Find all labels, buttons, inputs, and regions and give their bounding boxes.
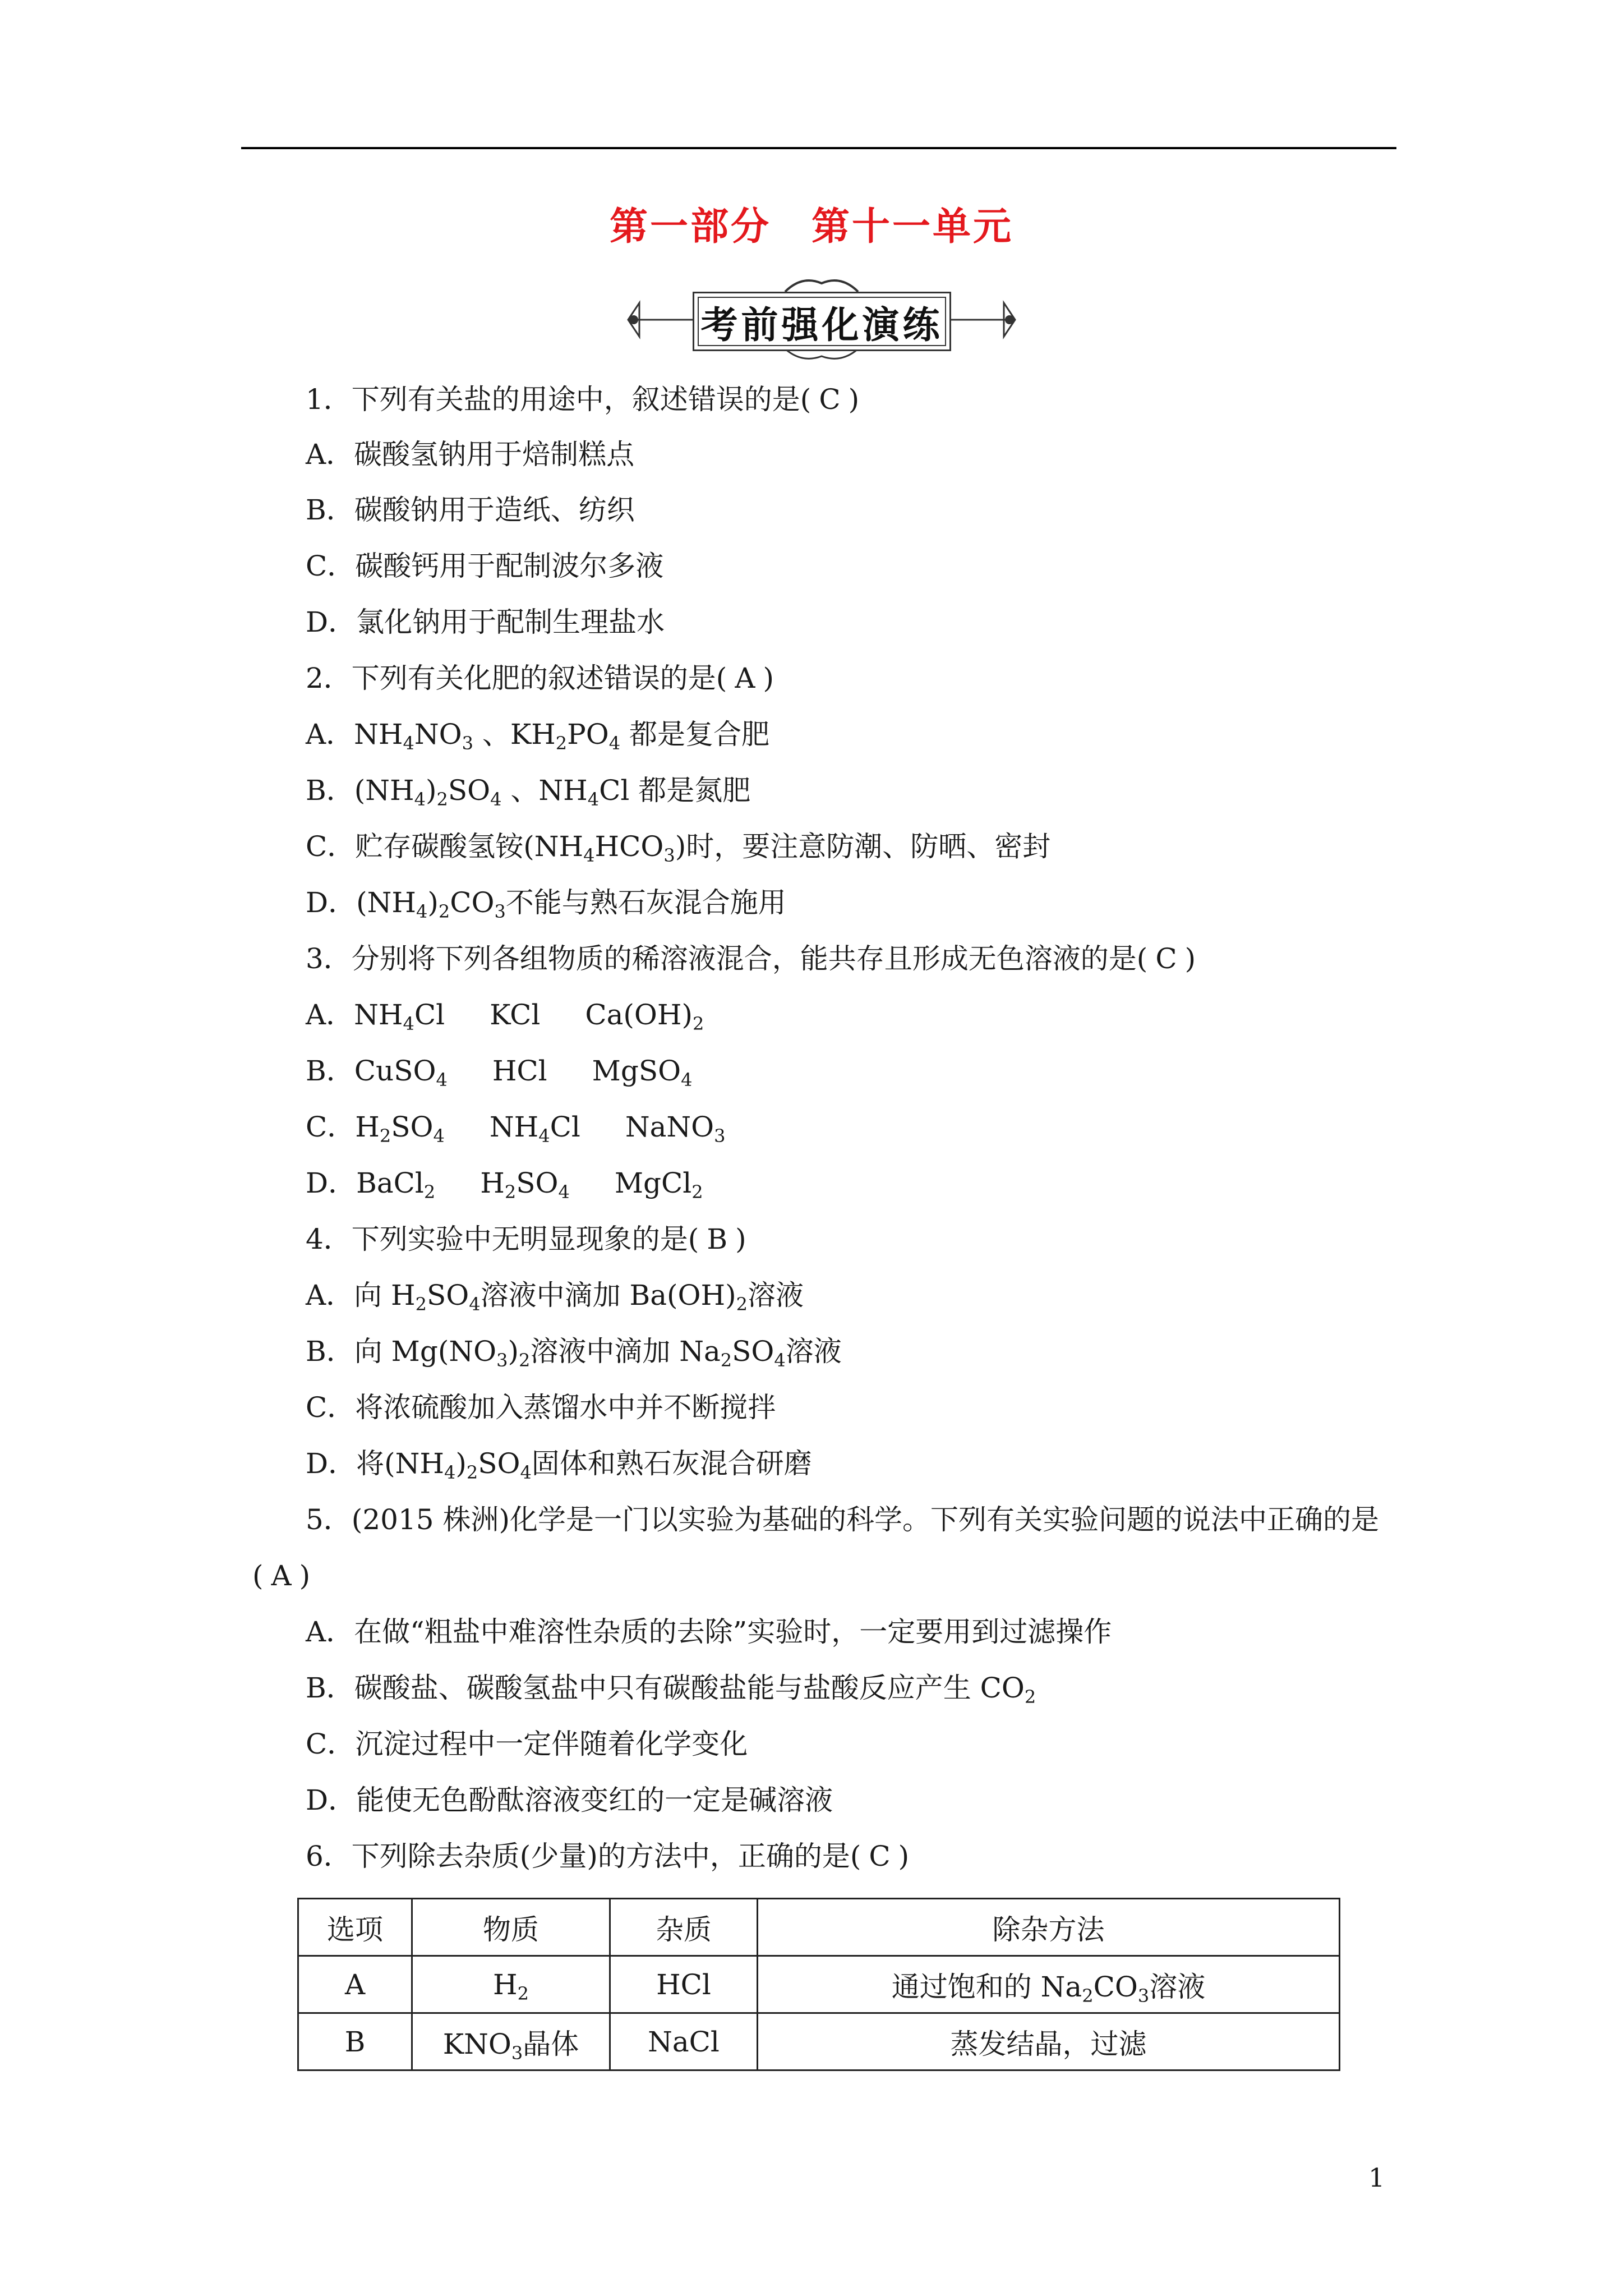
banner-title: 考前强化演练 — [693, 292, 951, 351]
question-5-answer-line: ( A ) — [252, 1558, 310, 1594]
table-header-row — [298, 1899, 1340, 1956]
question-6 — [306, 1838, 909, 1874]
question-3-stem: 3．分别将下列各组物质的稀溶液混合，能共存且形成无色溶液的是( — [306, 942, 1148, 975]
table-cell-method: 蒸发结晶，过滤 — [758, 2013, 1340, 2070]
question-4-option-a: A．向 $H_2SO_4$溶液中滴加 $Ba(OH)_2$溶液 — [306, 1279, 804, 1315]
table-cell-impurity: HCl — [610, 1956, 758, 2013]
section-banner — [617, 269, 1026, 367]
question-5-option-b: B．碳酸盐、碳酸氢盐中只有碳酸盐能与盐酸反应产生 $CO_2$ — [306, 1672, 1036, 1708]
question-1-option-c: C．碳酸钙用于配制波尔多液 — [306, 550, 664, 582]
question-1-answer: C — [819, 383, 841, 416]
question-3 — [306, 941, 1196, 977]
page-title: 第一部分 第十一单元 — [609, 204, 1013, 249]
question-3-answer: C — [1155, 942, 1177, 975]
question-2-answer: A — [735, 662, 755, 694]
question-3-option-a: A．$NH_4Cl$ KCl $Ca(OH)_2$ — [306, 999, 704, 1034]
question-2-option-d: D．$(NH_4)_2CO_3$不能与熟石灰混合施用 — [306, 886, 786, 922]
question-2-option-a: A．$NH_4NO_3$ 、$KH_2PO_4$ 都是复合肥 — [306, 718, 770, 754]
question-4-stem: 4．下列实验中无明显现象的是( — [306, 1223, 699, 1255]
table-row — [298, 2013, 1340, 2070]
table-cell-option: B — [298, 2013, 412, 2070]
question-5-stem: 5．(2015 株洲)化学是一门以实验为基础的科学。下列有关实验问题的说法中正确的是 — [306, 1503, 1379, 1536]
question-3-option-d: D．BaCl$_2$ $H_2SO_4$ MgCl$_2$ — [306, 1167, 703, 1203]
question-4-option-b: B．向 $Mg(NO_3)_2$溶液中滴加 $Na_2SO_4$溶液 — [306, 1335, 842, 1371]
question-1-option-b: B．碳酸钠用于造纸、纺织 — [306, 494, 635, 526]
table-cell-impurity: NaCl — [610, 2013, 758, 2070]
question-2 — [306, 660, 774, 696]
question-5-option-a: A．在做“粗盐中难溶性杂质的去除”实验时，一定要用到过滤操作 — [306, 1616, 1112, 1648]
question-5-answer: A — [271, 1559, 292, 1592]
question-1-close: ) — [848, 383, 860, 416]
table-cell-option: A — [298, 1956, 412, 2013]
table-header-method: 除杂方法 — [758, 1899, 1340, 1956]
question-3-close: ) — [1184, 942, 1196, 975]
question-3-option-c: C．$H_2SO_4$ $NH_4Cl$ NaNO$_3$ — [306, 1111, 726, 1147]
question-2-option-c: C．贮存碳酸氢铵$(NH_4HCO_3)$时，要注意防潮、防晒、密封 — [306, 830, 1051, 866]
question-4-close: ) — [735, 1223, 746, 1255]
question-1-option-d: D．氯化钠用于配制生理盐水 — [306, 606, 665, 638]
question-4-answer: B — [707, 1223, 728, 1255]
table-cell-substance: $H_2$ — [412, 1956, 610, 2013]
question-2-stem: 2．下列有关化肥的叙述错误的是( — [306, 662, 727, 694]
question-5-option-d: D．能使无色酚酞溶液变红的一定是碱溶液 — [306, 1784, 833, 1816]
table-header-option: 选项 — [298, 1899, 412, 1956]
table-header-substance: 物质 — [412, 1899, 610, 1956]
question-4-option-d: D．将$(NH_4)_2SO_4$固体和熟石灰混合研磨 — [306, 1447, 812, 1483]
question-6-stem: 6．下列除去杂质(少量)的方法中，正确的是( — [306, 1840, 861, 1872]
table-header-impurity: 杂质 — [610, 1899, 758, 1956]
question-1-stem: 1．下列有关盐的用途中，叙述错误的是( — [306, 383, 811, 416]
question-6-close: ) — [898, 1840, 910, 1872]
question-2-option-b: B．$(NH_4)_2SO_4$ 、$NH_4Cl$ 都是氮肥 — [306, 774, 751, 810]
question-1-option-a: A．碳酸氢钠用于焙制糕点 — [306, 438, 635, 471]
table-cell-substance: $KNO_3$晶体 — [412, 2013, 610, 2070]
question-5-option-c: C．沉淀过程中一定伴随着化学变化 — [306, 1728, 748, 1760]
question-6-answer: C — [869, 1840, 891, 1872]
header-rule — [241, 147, 1396, 149]
question-1 — [306, 381, 859, 417]
question-4-option-c: C．将浓硫酸加入蒸馏水中并不断搅拌 — [306, 1391, 776, 1424]
question-4 — [306, 1221, 746, 1257]
question-3-option-b: B．CuSO$_4$ HCl MgSO$_4$ — [306, 1055, 693, 1091]
page-number: 1 — [1368, 2162, 1385, 2193]
table-row — [298, 1956, 1340, 2013]
impurity-table — [297, 1898, 1340, 2071]
question-2-close: ) — [763, 662, 774, 694]
table-cell-method: 通过饱和的 $Na_2CO_3$溶液 — [758, 1956, 1340, 2013]
